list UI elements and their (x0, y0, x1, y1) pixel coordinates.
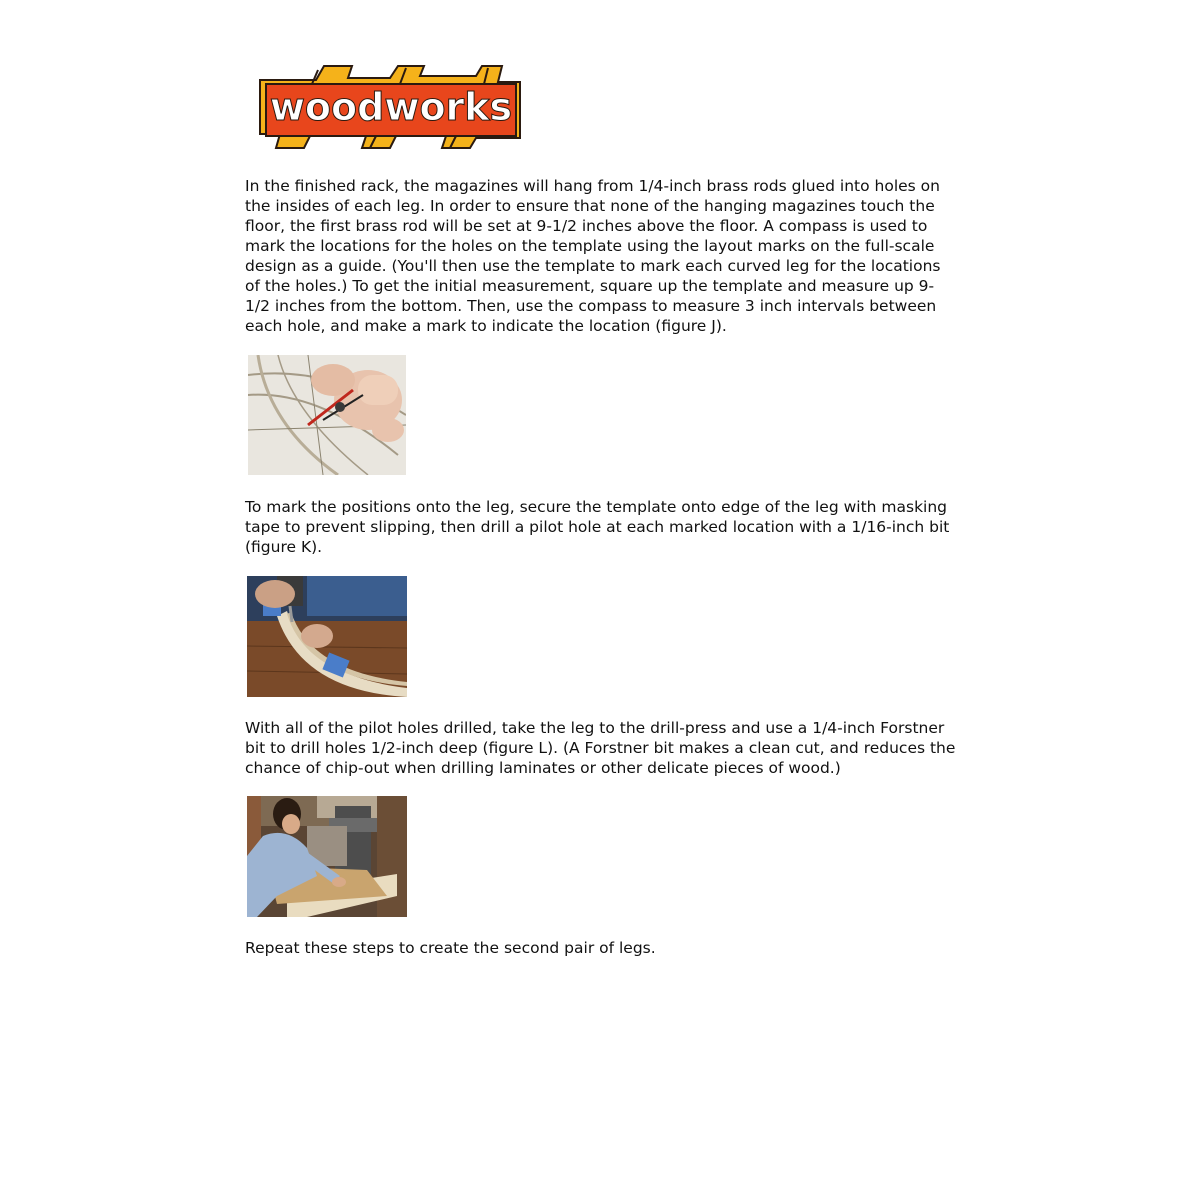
figure-j-photo (248, 355, 406, 475)
paragraph-figure-l: With all of the pilot holes drilled, take the leg to the drill-press and use a 1/4-inch Forstner bit to drill holes 1/2-inch deep (figure L). (A Forstner bit makes a clean cut, and reduces the chance of chip-out when drilling laminates or other delicate pieces of wood.) (245, 719, 956, 777)
woodworks-logo (256, 64, 524, 150)
logo-text: woodworks (269, 85, 513, 129)
paragraph-figure-k: To mark the positions onto the leg, secure the template onto edge of the leg with masking tape to prevent slipping, then drill a pilot hole at each marked location with a 1/16-inch bit (figure K). (245, 498, 950, 556)
figure-l-photo (247, 796, 407, 917)
paragraph-figure-j: In the finished rack, the magazines will hang from 1/4-inch brass rods glued into holes on the insides of each leg. In order to ensure that none of the hanging magazines touch the floor, the first brass rod will be set at 9-1/2 inches above the floor. A compass is used to mark the locations for the holes on the template using the layout marks on the full-scale design as a guide. (You'll then use the template to mark each curved leg for the locations of the holes.) To get the initial measurement, square up the template and measure up 9-1/2 inches from the bottom. Then, use the compass to measure 3 inch intervals between each hole, and make a mark to indicate the location (figure J). (245, 177, 941, 335)
figure-k-photo (247, 576, 407, 697)
paragraph-closing: Repeat these steps to create the second pair of legs. (245, 939, 656, 957)
